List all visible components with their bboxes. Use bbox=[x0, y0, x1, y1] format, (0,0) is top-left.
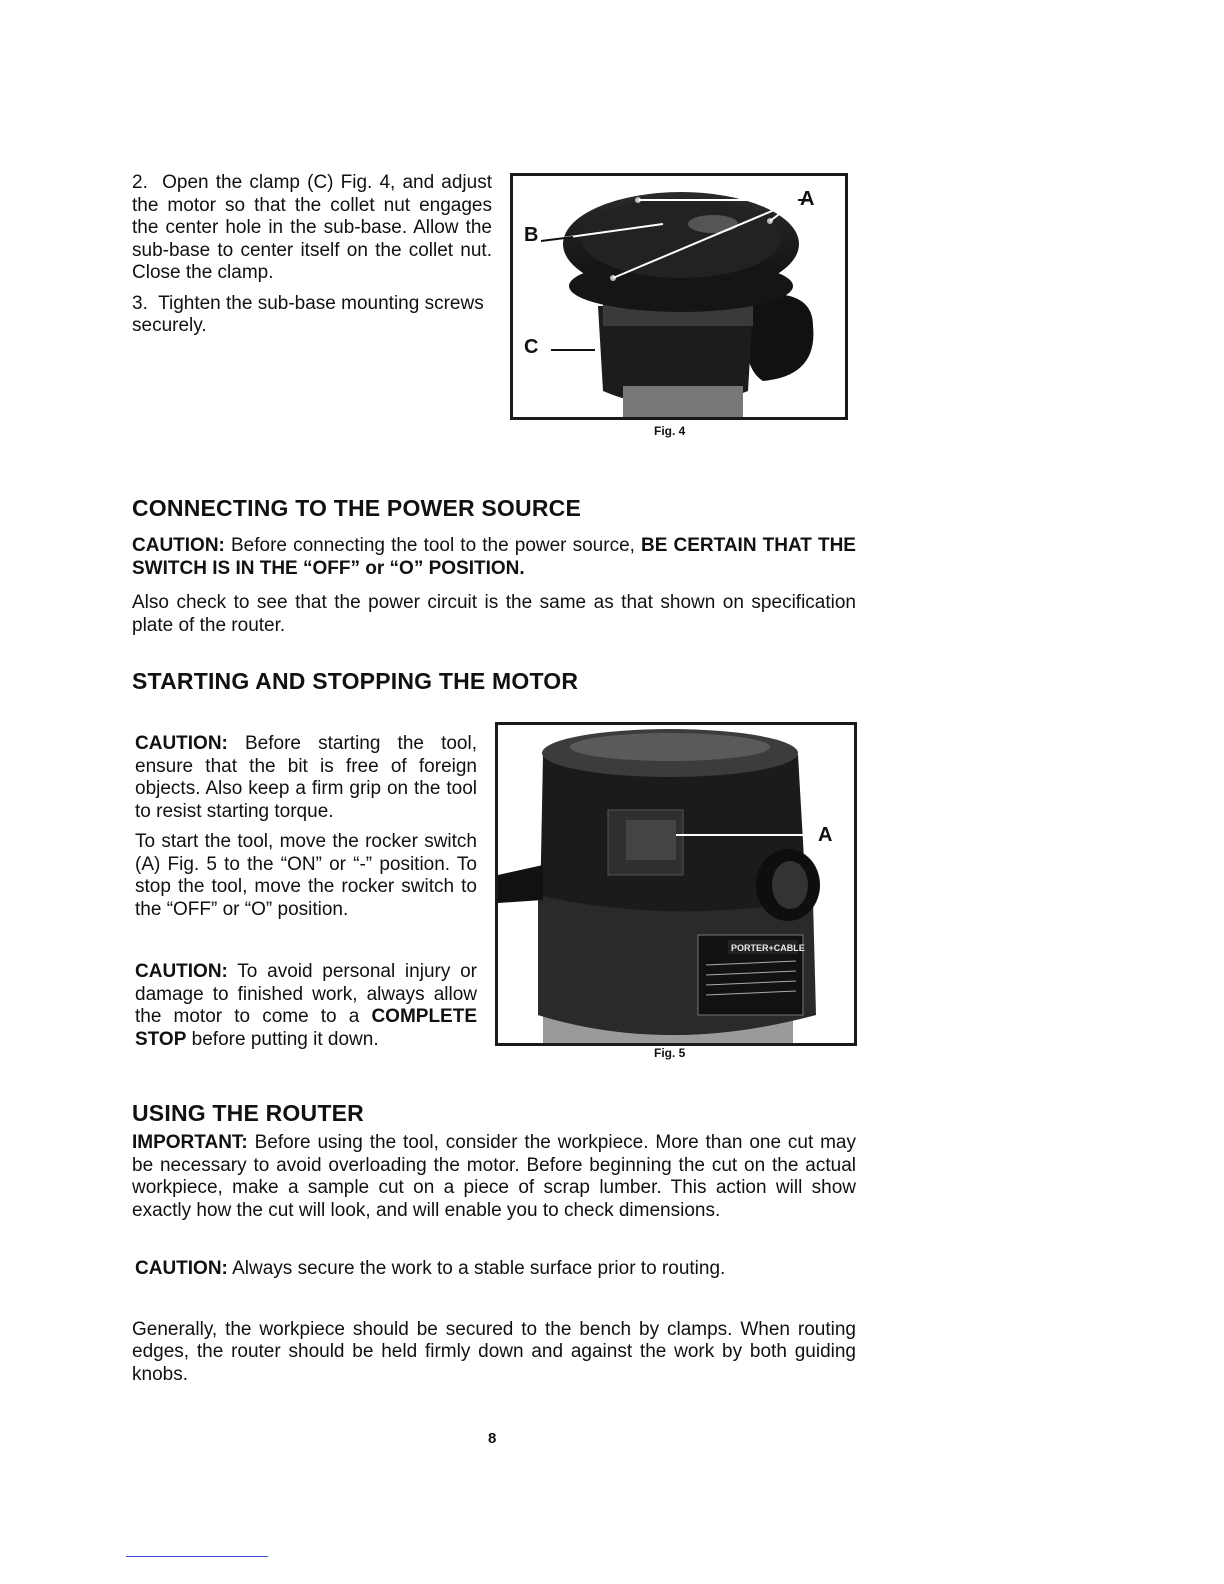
caution-emphasis: BE CERTAIN THAT THE SWITCH IS IN THE “OFF” or “O” POSITION. bbox=[132, 535, 856, 579]
fig4-label-b: B bbox=[524, 224, 539, 246]
caution-label: CAUTION: bbox=[135, 961, 228, 982]
step-text: Tighten the sub-base mounting screws securely. bbox=[132, 292, 484, 336]
caution-text: Before connecting the tool to the power source, bbox=[224, 535, 642, 556]
connecting-caution bbox=[132, 535, 856, 580]
caution-text: To avoid personal injury or damage to finished work, always allow the motor to come to a bbox=[135, 961, 477, 1027]
heading-starting: STARTING AND STOPPING THE MOTOR bbox=[132, 668, 579, 694]
step-number: 3. bbox=[132, 292, 148, 314]
figure-4-caption: Fig. 4 bbox=[654, 424, 686, 438]
page-number: 8 bbox=[488, 1430, 497, 1447]
step-number: 2. bbox=[132, 172, 148, 193]
footer-rule bbox=[126, 1556, 268, 1557]
fig4-label-a: A bbox=[800, 188, 815, 210]
heading-using: USING THE ROUTER bbox=[132, 1100, 364, 1126]
starting-section bbox=[135, 733, 477, 1059]
important-label: IMPORTANT: bbox=[132, 1132, 248, 1153]
caution-emphasis: COMPLETE STOP bbox=[135, 1006, 477, 1050]
intro-steps bbox=[132, 172, 492, 346]
starting-paragraph: To start the tool, move the rocker switch (A) Fig. 5 to the “ON” or “-” position. To stop the tool, move the rocker switch to the “OFF” or “O” position. bbox=[135, 831, 477, 920]
connecting-paragraph: Also check to see that the power circuit is the same as that shown on specification plate of the router. bbox=[132, 592, 856, 636]
step-3 bbox=[132, 293, 492, 338]
caution-label: CAUTION: bbox=[135, 733, 228, 754]
using-important bbox=[132, 1132, 856, 1222]
nameplate-brand: PORTER+CABLE bbox=[731, 943, 805, 953]
using-paragraph: Generally, the workpiece should be secured to the bench by clamps. When routing edges, the router should be held firmly down and against the work by both guiding knobs. bbox=[132, 1318, 856, 1385]
step-2 bbox=[132, 172, 492, 285]
figure-4-photo bbox=[510, 173, 848, 420]
starting-caution-2 bbox=[135, 961, 477, 1051]
caution-text: Before starting the tool, ensure that the bit is free of foreign objects. Also keep a firm grip on the tool to resist starting torque. bbox=[135, 733, 477, 822]
caution-text: Always secure the work to a stable surface prior to routing. bbox=[227, 1258, 726, 1279]
step-text: Open the clamp (C) Fig. 4, and adjust the motor so that the collet nut engages the center hole in the sub-base. Allow the sub-base to center itself on the collet nut. Close the clamp. bbox=[132, 172, 492, 283]
caution-label: CAUTION: bbox=[135, 1258, 228, 1279]
using-caution bbox=[135, 1258, 856, 1281]
caution-label: CAUTION: bbox=[132, 535, 225, 556]
starting-caution bbox=[135, 733, 477, 823]
router-motor-illustration bbox=[498, 725, 854, 1043]
fig4-label-c: C bbox=[524, 336, 539, 358]
figure-5-photo bbox=[495, 722, 857, 1046]
using-section bbox=[132, 1132, 856, 1394]
caution-tail: before putting it down. bbox=[186, 1028, 379, 1050]
heading-connecting: CONNECTING TO THE POWER SOURCE bbox=[132, 495, 581, 521]
fig5-label-a: A bbox=[818, 824, 833, 846]
connecting-section bbox=[132, 535, 856, 645]
important-text: Before using the tool, consider the workpiece. More than one cut may be necessary to avoid overloading the motor. Before beginning the cut on the actual workpiece, make a sample cut on a piece of scrap lumber. This action will show exactly how the cut will look, and will enable you to check dimensions. bbox=[132, 1132, 856, 1221]
router-base-illustration bbox=[513, 176, 845, 417]
figure-5-caption: Fig. 5 bbox=[654, 1046, 686, 1060]
